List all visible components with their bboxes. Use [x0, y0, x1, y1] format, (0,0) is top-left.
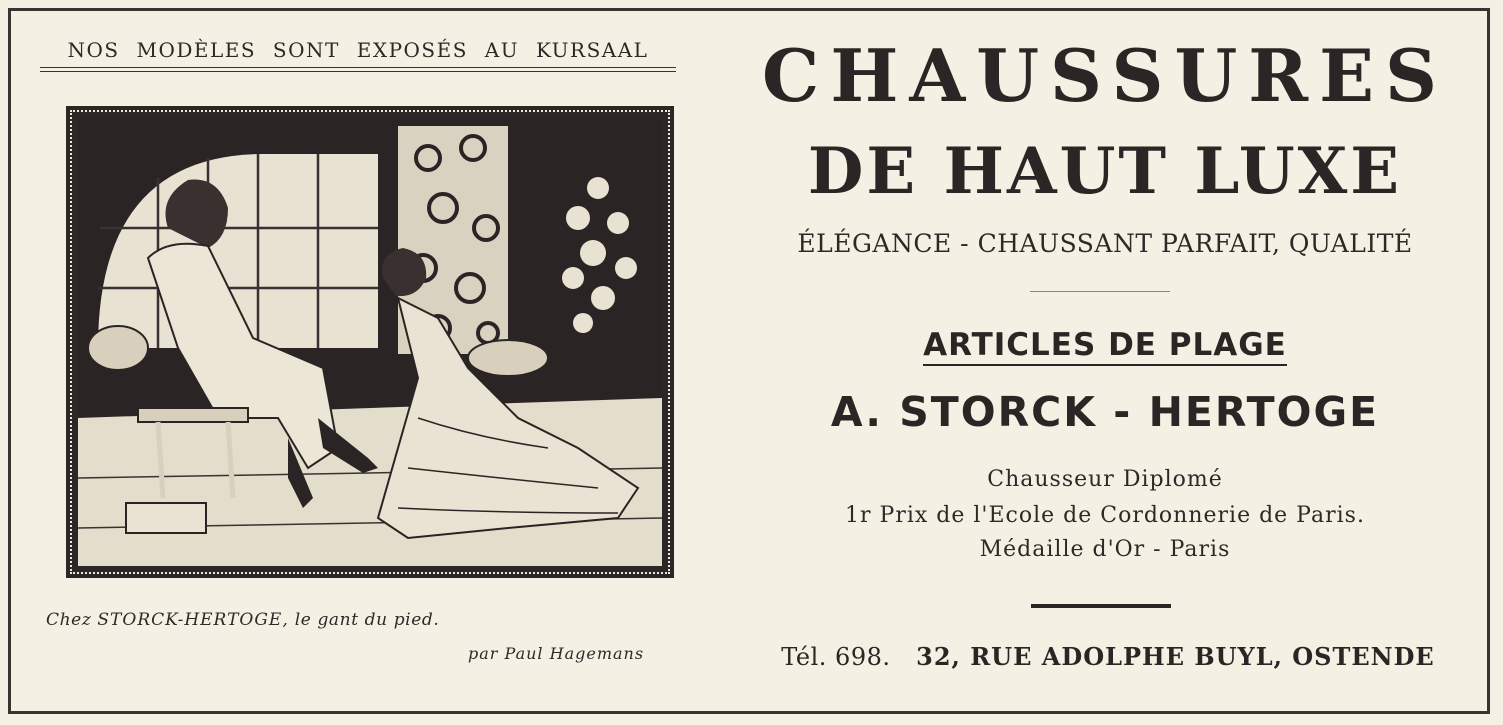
articles-heading: [745, 327, 1465, 363]
thin-divider: [1030, 291, 1170, 292]
detail-diploma: Chausseur Diplomé: [987, 467, 1223, 492]
telephone: Tél. 698.: [781, 643, 891, 671]
address: 32, RUE ADOLPHE BUYL, OSTENDE: [916, 642, 1435, 671]
caption-suffix: le gant du pied.: [294, 610, 440, 630]
thick-divider: [1031, 604, 1171, 608]
company-name: A. STORCK - HERTOGE: [830, 388, 1380, 436]
contact-line: [748, 642, 1468, 671]
illustration-frame: [66, 106, 674, 578]
caption-name: STORCK-HERTOGE,: [97, 610, 289, 630]
exhibition-caption: NOS MODÈLES SONT EXPOSÉS AU KURSAAL: [67, 38, 649, 62]
woman-seated-by-window-illustration: [78, 118, 662, 566]
detail-medal: Médaille d'Or - Paris: [979, 537, 1231, 562]
articles-label: ARTICLES DE PLAGE: [923, 327, 1287, 366]
artist-credit: par Paul Hagemans: [468, 644, 645, 663]
caption-rule-top: [40, 67, 676, 68]
detail-prize: 1r Prix de l'Ecole de Cordonnerie de Paris.: [845, 503, 1365, 528]
headline-haut-luxe: DE HAUT LUXE: [807, 134, 1403, 209]
tagline: ÉLÉGANCE - CHAUSSANT PARFAIT, QUALITÉ: [797, 229, 1413, 258]
caption-prefix: Chez: [46, 610, 92, 630]
illustration-caption: [46, 610, 439, 630]
headline-chaussures: CHAUSSURES: [762, 33, 1448, 118]
caption-rule-bottom: [40, 71, 676, 72]
